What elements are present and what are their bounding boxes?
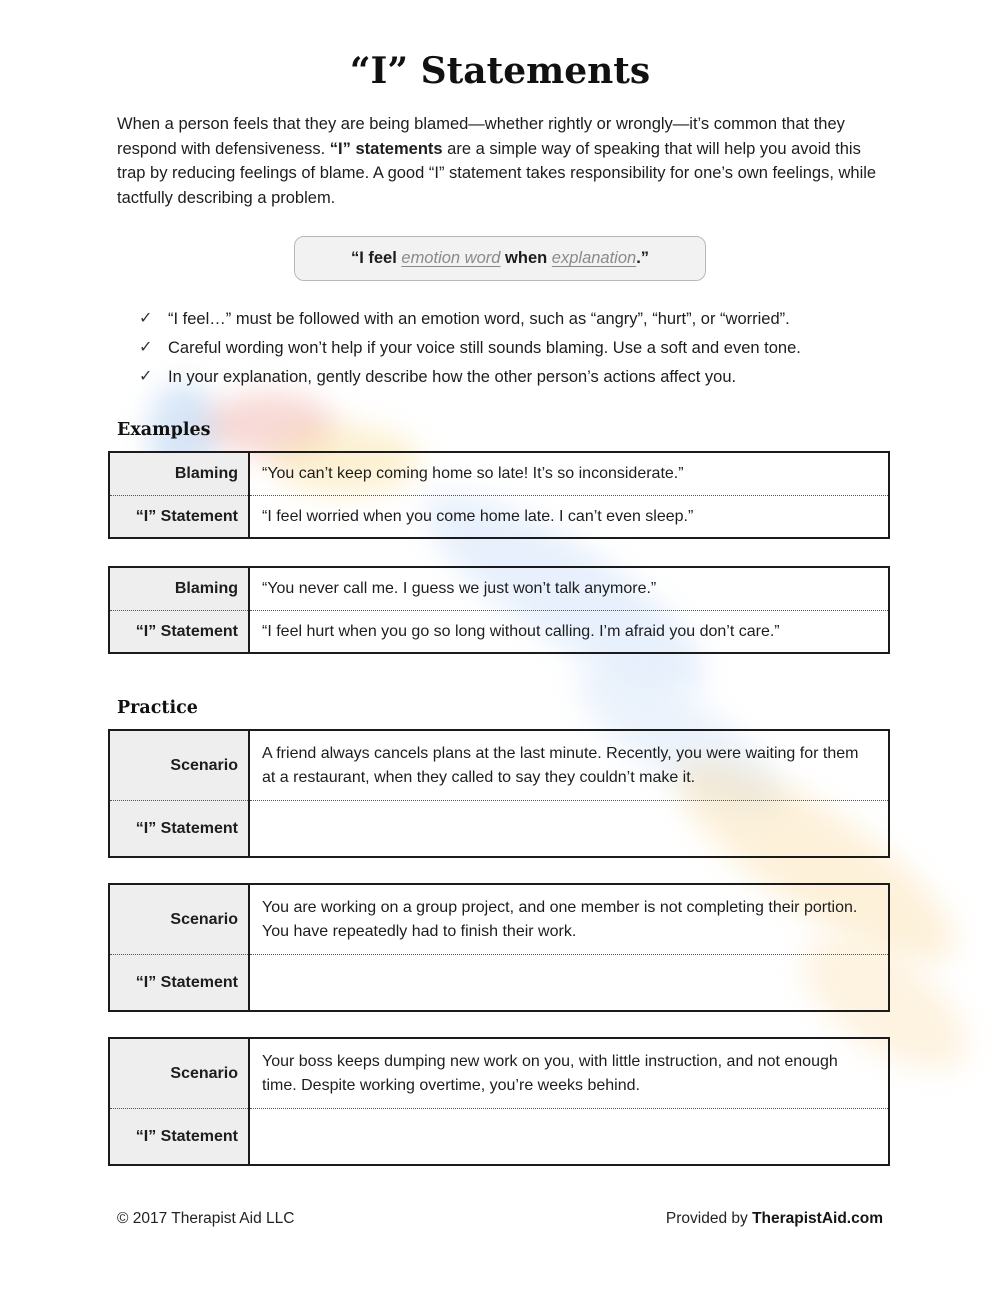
intro-text-lead: When a person feels that they are being blamed—whether rightly or wrongly—it’s common that they respond with defensiveness. (117, 115, 845, 158)
row-label-scenario: Scenario (109, 730, 249, 800)
table-row (109, 1108, 889, 1165)
checklist-item (139, 336, 1000, 360)
formula-middle: when (500, 249, 552, 268)
row-label-blaming: Blaming (109, 567, 249, 610)
intro-paragraph (117, 112, 883, 210)
table-row (109, 1038, 889, 1108)
row-label-i-statement: “I” Statement (109, 1108, 249, 1165)
intro-text-trail: are a simple way of speaking that will help you avoid this trap by reducing feelings of blame. A good “I” statement takes responsibility for one’s own feelings, while tactfully describing a problem. (117, 139, 877, 207)
table-row (109, 884, 889, 954)
row-label-scenario: Scenario (109, 1038, 249, 1108)
row-text-blaming: “You can’t keep coming home so late! It’s so inconsiderate.” (262, 465, 684, 483)
i-statement-answer-cell[interactable] (249, 954, 889, 1011)
checkmark-icon: ✓ (139, 339, 153, 357)
page-footer (117, 1210, 883, 1228)
example-table-2 (108, 566, 890, 654)
row-text-i-statement: “I feel hurt when you go so long without calling. I’m afraid you don’t care.” (249, 610, 889, 653)
row-text-blaming: “You never call me. I guess we just won’t talk anymore.” (262, 580, 657, 598)
table-row (109, 954, 889, 1011)
row-label-i-statement: “I” Statement (109, 954, 249, 1011)
formula-explanation-blank: explanation (551, 249, 637, 268)
footer-site-link[interactable]: TherapistAid.com (752, 1210, 883, 1228)
page-title: “I” Statements (349, 50, 651, 92)
checkmark-icon: ✓ (139, 368, 153, 386)
table-row (109, 730, 889, 800)
formula-emotion-blank: emotion word (401, 249, 501, 268)
row-label-scenario: Scenario (109, 884, 249, 954)
practice-table-3 (108, 1037, 890, 1166)
row-label-i-statement: “I” Statement (109, 610, 249, 653)
example-table-1 (108, 451, 890, 539)
checklist-item (139, 307, 1000, 331)
table-row (109, 452, 889, 495)
footer-provided-text: Provided by (665, 1210, 753, 1228)
checklist-item-text: Careful wording won’t help if your voice still sounds blaming. Use a soft and even tone. (168, 339, 801, 358)
row-label-blaming: Blaming (109, 452, 249, 495)
practice-heading: Practice (117, 698, 198, 719)
examples-heading: Examples (117, 420, 211, 441)
table-row (109, 610, 889, 653)
checkmark-icon: ✓ (139, 310, 153, 328)
footer-provided (666, 1210, 883, 1228)
table-row (109, 800, 889, 857)
formula-suffix: .” (636, 249, 650, 268)
intro-bold-term: “I” statements (329, 139, 443, 158)
i-statement-answer-cell[interactable] (249, 1108, 889, 1165)
row-label-i-statement: “I” Statement (109, 495, 249, 538)
practice-table-2 (108, 883, 890, 1012)
i-statement-formula-box (294, 236, 706, 281)
table-row (109, 495, 889, 538)
practice-table-1 (108, 729, 890, 858)
formula-prefix: “I feel (350, 249, 402, 268)
checklist-item (139, 365, 1000, 389)
scenario-text: You are working on a group project, and one member is not completing their portion. You have repeatedly had to finish their work. (262, 898, 858, 940)
i-statement-answer-cell[interactable] (249, 800, 889, 857)
tips-checklist (139, 307, 1000, 389)
table-row (109, 567, 889, 610)
scenario-text: A friend always cancels plans at the last minute. Recently, you were waiting for them at a restaurant, when they called to say they couldn’t make it. (262, 744, 859, 786)
checklist-item-text: In your explanation, gently describe how the other person’s actions affect you. (168, 368, 737, 387)
scenario-text: Your boss keeps dumping new work on you, with little instruction, and not enough time. Despite working overtime, you’re weeks behind. (262, 1052, 838, 1094)
footer-copyright: © 2017 Therapist Aid LLC (117, 1210, 295, 1228)
row-text-i-statement: “I feel worried when you come home late. I can’t even sleep.” (249, 495, 889, 538)
checklist-item-text: “I feel…” must be followed with an emotion word, such as “angry”, “hurt”, or “worried”. (168, 310, 790, 329)
row-label-i-statement: “I” Statement (109, 800, 249, 857)
